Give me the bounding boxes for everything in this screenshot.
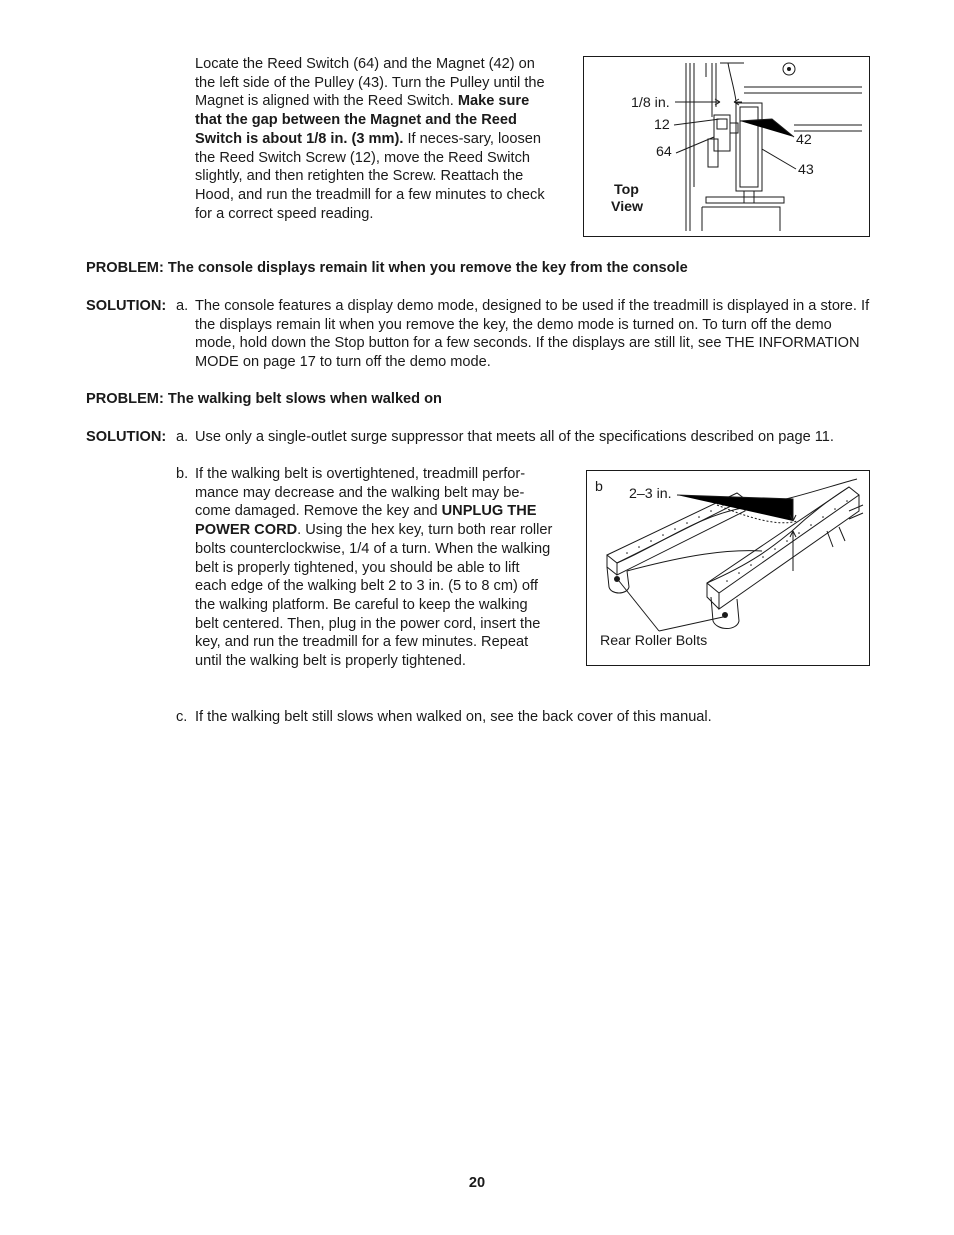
problem-2-step-a-marker: a. (176, 429, 189, 445)
problem-1-heading: PROBLEM: The console displays remain lit when you remove the key from the console (86, 260, 688, 276)
measure-label: 2–3 in. (629, 486, 672, 502)
intro-bold-text: Make sure that the gap between the Magnet and the Reed Switch is about 1/8 in. (3 mm). (195, 93, 530, 147)
figure-belt-tension (586, 470, 870, 666)
problem-2-step-c-text: If the walking belt still slows when walked on, see the back cover of this manual. (195, 709, 712, 725)
view-label-view: View (611, 199, 644, 215)
intro-text-1: Locate the Reed Switch (64) and the Magnet (42) on the left side of the Pulley (43). Turn the Pulley until the Magnet is aligned with the Reed Switch. (195, 56, 545, 110)
callout-12: 12 (654, 117, 670, 133)
step-b-bold-text: UNPLUG THE POWER CORD (195, 503, 537, 539)
problem-1-step-a-marker: a. (176, 298, 189, 314)
problem-2-step-b-paragraph (195, 465, 553, 671)
callout-64: 64 (656, 144, 672, 160)
view-label-top: Top (614, 182, 639, 198)
figure-top-view (583, 56, 870, 237)
step-b-text-1: If the walking belt is overtightened, treadmill perfor-mance may decrease and the walking belt may be-come damaged. Remove the key and (195, 466, 526, 520)
step-b-text-2: . Using the hex key, turn both rear roller bolts counterclockwise, 1/4 of a turn. When the walking belt is properly tightened, you should be able to lift each edge of the walking belt 2 to 3 in. (5 to 8 cm) off the walking platform. Be careful to keep the walking belt centered. Then, plug in the power cord, insert the key, and run the treadmill for a few minutes. Repeat until the walking belt is properly tightened. (195, 522, 553, 670)
intro-paragraph (195, 55, 557, 223)
problem-1-solution-label: SOLUTION: (86, 298, 167, 314)
problem-1-step-a-text: The console features a display demo mode, designed to be used if the treadmill is displayed in a store. If the displays remain lit when you remove the key, the demo mode is turned on. To turn off the demo mode, hold down the Stop button for a few seconds. If the displays are still lit, see THE INFORMATION MODE on page 17 to turn off the demo mode. (195, 298, 870, 371)
problem-2-step-c-marker: c. (176, 709, 188, 725)
callout-43: 43 (798, 162, 814, 178)
page-number: 20 (468, 1175, 486, 1191)
callout-42: 42 (796, 132, 812, 148)
rear-roller-bolts-label: Rear Roller Bolts (600, 633, 708, 649)
problem-2-heading: PROBLEM: The walking belt slows when walked on (86, 391, 442, 407)
problem-2-step-b-marker: b. (176, 466, 189, 482)
intro-text-2: If neces-sary, loosen the Reed Switch Screw (12), move the Reed Switch slightly, and then retighten the Screw. Reattach the Hood, and run the treadmill for a few minutes to check for a correct speed reading. (195, 130, 545, 222)
problem-2-step-a-text: Use only a single-outlet surge suppressor that meets all of the specifications described on page 11. (195, 429, 834, 445)
gap-label: 1/8 in. (631, 95, 670, 111)
figure-b-letter: b (595, 479, 603, 495)
problem-2-solution-label: SOLUTION: (86, 429, 167, 445)
